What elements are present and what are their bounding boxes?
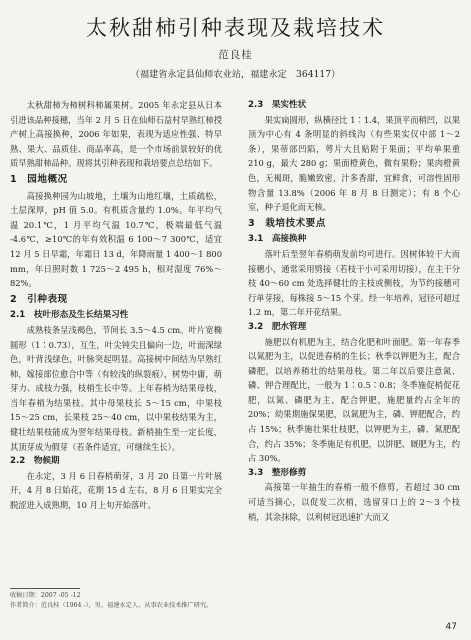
- section-3-2-heading: 3.2 肥水管理: [248, 321, 307, 332]
- intro-paragraph: 太秋甜柿为柿树科柿属果树。2005 年永定县从日本引进该品种接穗，当年 2 月 5 日在仙师石益村早熟红柿授产树上高接换种，2006 年如果，表现为适应性强、特早熟、果大、品质佳、商品率高，是一个市场前景较好的优质早熟甜柿品种。现将其引种表现和栽培要点总结如下。: [10, 100, 222, 169]
- section-2-3-heading: 2.3 果实性状: [248, 100, 307, 110]
- footnote-received-date: 收稿日期：2007 -05 -12: [10, 592, 81, 599]
- section-2-2-heading: 2.2 物候期: [10, 456, 60, 467]
- article-title: 太秋甜柿引种表现及栽培技术: [86, 16, 385, 40]
- section-2-heading: 2 引种表现: [10, 293, 68, 305]
- footnote-author-bio: 作者简介：范良桂（1964 -），男，福建永定人，从事农业技术推广研究。: [10, 602, 213, 609]
- section-3-heading: 3 栽培技术要点: [248, 217, 326, 229]
- section-3-3-text: 高接第一年抽生的春梢一般不修剪，若超过 30 cm 可适当摘心，以促发二次梢，选留芽口上的 2～3 个枝梢，其余抹除，以利树冠迅速扩大而又: [248, 482, 460, 522]
- section-1-text: 高接换种园为山坡地，土壤为山地红壤，土质疏松，土层深厚，pH 值 5.0。有机质含量约 1.0%。年平均气温 20.1℃，1 月平均气温 10.7℃，极端最低气温 -4.6℃，≥10℃的年有效积温 6 100～7 300℃，适宜 12 月 5 日早霜，年霜日 13 d，年降雨量 1 400～1 800 mm，年日照时数 1 725～2 495 h，相对湿度 76%～82%。: [10, 190, 222, 289]
- section-3-1-text: 落叶后至翌年春梢萌发前均可进行。因树体较干大而接穗小，通常采用劈接（若枝干小可采用切接），在主干分枝 40～60 cm 处选择健壮的主枝或侧枝，为节约接穗可行单芽接，每株接 5～15 个芽。经一年培养，冠径可超过 1.2 m，第二年开花结果。: [248, 248, 460, 318]
- section-2-1-heading: 2.1 枝叶形态及生长结果习性: [10, 310, 129, 321]
- page-number: 47: [445, 622, 457, 632]
- section-1-heading: 1 园地概况: [10, 173, 68, 185]
- section-2-3-text: 果实扁圆形，纵横径比 1∶1.4，果顶平而稍凹，以果顶为中心有 4 条明显的斜线沟（有些果实仅中部 1～2 条），果蒂部凹陷，萼片大且贴附于果面；平均单果重 210 g，最大 280 g；果面橙黄色，微有果粉；果肉橙黄色，无褐斑，脆嫩致密，汁多香甜，宜鲜食，可溶性固形物含量 13.8%（2006 年 8 月 8 日测定）；有 8 个心室，种子退化而无核。: [248, 114, 460, 213]
- section-2-1-text: 成熟枝条呈浅褐色，节间长 3.5～4.5 cm。叶片宽椭圆形（1∶0.73），互生，叶尖钝尖且偏向一边，叶面深绿色，叶背浅绿色，叶脉突起明显。高接树中间结为早熟红柿，嫁接部位愈合中等（有较浅的纵裂痕），树势中庸，萌芽力、成枝力强，枝梢生长中等。上年春梢为结果母枝，当年春梢为结果枝。其中母果枝长 5～15 cm，中果枝 15～25 cm，长果枝 25～40 cm，以中果枝结果为主，健壮结果枝能成为翌年结果母枝。新梢抽生至一定长度，其顶芽成为假芽（若条件适宜，可继续生长）。: [10, 324, 222, 452]
- right-column: [248, 98, 460, 524]
- author-affiliation: （福建省永定县仙师农业站，福建永定 364117）: [130, 69, 341, 80]
- section-3-2-text: 施肥以有机肥为主，结合化肥和叶面肥。第一年春季以氮肥为主，以促进春梢的生长；秋季以钾肥为主，配合磷肥，以培养稍壮的结果母枝。第二年以后要注意氮、磷、钾合理配比，一般为 1∶0.5∶0.8；冬季施促梢促花肥，以氮、磷肥为主，配合钾肥，施肥量约占全年的 20%；幼果期施保果肥，以氮肥为主，磷、钾肥配合，约占 15%；秋季施壮果壮枝肥，以钾肥为主，磷、氮肥配合，约占 35%；冬季施足有机肥，以饼肥、厩肥为主，约占 30%。: [248, 336, 460, 464]
- section-3-3-heading: 3.3 整形修剪: [248, 467, 307, 478]
- section-3-1-heading: 3.1 高接换种: [248, 234, 307, 245]
- left-column: [10, 98, 222, 513]
- author-name: 范良桂: [218, 49, 253, 61]
- footnote: [10, 591, 225, 611]
- footnote-divider: [10, 588, 80, 589]
- section-2-2-text: 在永定，3 月 6 日春梢萌芽，3 月 20 日第一片叶展开，4 月 8 日始花，花期 15 d 左右，8 月 6 日果实完全脱涩进入成熟期，10 月上旬开始落叶。: [10, 470, 222, 511]
